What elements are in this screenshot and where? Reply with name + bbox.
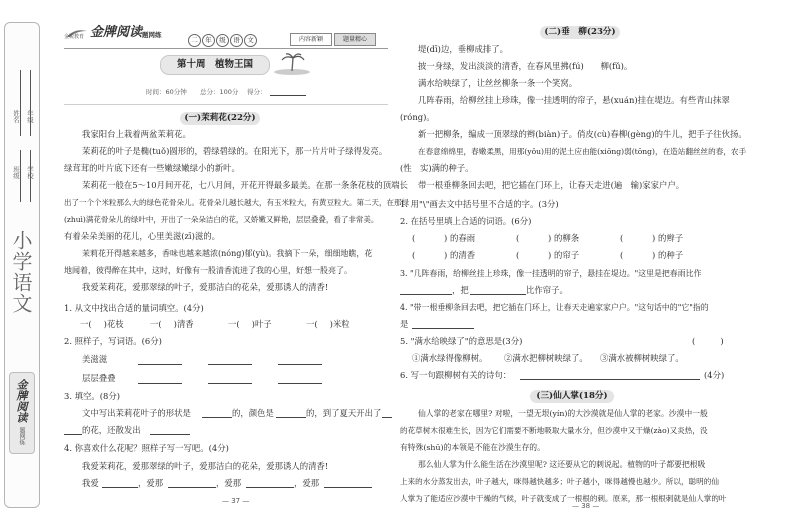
rq5-option-2[interactable]: ②满水把柳树映绿了。 [504,353,588,363]
q1-item[interactable] [228,319,272,330]
rq2-blank[interactable] [626,250,652,261]
section-2-title: (二)垂 柳(23分) [540,26,620,39]
sidebar-name-field [10,70,32,140]
publisher-name: 金锐教育 [64,34,85,40]
rq2-word: 的帘子 [554,250,580,260]
sidebar-school-label: 学校 [26,166,34,179]
r-question-1: 1. 用"\"画去文中括号里不合适的字。(3分) [400,199,559,209]
rq6-score: (4分) [704,370,725,380]
q1-word: 清香 [176,319,194,329]
score-label: 得分： [247,88,267,96]
right-page-number: — 38 — [572,502,600,510]
q4-blank-flower[interactable] [102,487,138,488]
rq2-paren-close: ) [444,250,448,260]
q1-prefix: 一( [80,319,92,329]
rq2-paren-open: ( [516,233,520,243]
sidebar-grade-label: 年级 [26,110,34,123]
passage-2-p1: 堤(dī)边，垂柳成排了。 [418,44,508,54]
grade-badge-4 [230,34,243,47]
rq2-paren-open: ( [620,250,624,260]
q2-example-2: 层层叠叠 [82,373,116,383]
q3-blank-scent[interactable] [150,434,190,435]
passage-1-p5: 我爱茉莉花，爱那翠绿的叶子，爱那洁白的花朵，爱那诱人的清香! [82,282,329,292]
q1-prefix: 一( [150,319,162,329]
tag-label: 内容新颖 [298,36,323,43]
rq5-option-3[interactable]: ③满水被柳树映绿了。 [600,353,684,363]
question-4: 4. 你喜欢什么花呢？照样子写一写吧。(4分) [64,443,229,453]
rq2-blank[interactable] [418,250,444,261]
rq2-blank[interactable] [522,233,548,244]
passage-3-p1-line2: 的花草树木很难生长，因为它们需要不断地吸取大量水分，但沙漠中又干燥(zào)又炎热，没 [400,426,708,435]
q1-prefix: 一( [228,319,240,329]
sidebar-brand-block [9,372,35,454]
q1-fill-row [80,319,380,331]
grade-char: 级 [219,36,226,44]
header-logo [64,23,164,47]
rq2-paren-close: ) [444,233,448,243]
passage-3-p1-line3: 有特殊(shū)的本领是不能在沙漠生存的。 [400,443,545,452]
section-3-title: (三)仙人掌(18分) [530,390,614,403]
rq2-paren-open: ( [412,233,416,243]
rq3-line-2 [400,285,740,297]
left-page-number: — 37 — [222,497,250,505]
passage-1-p3-line3: (zhuì)满花骨朵儿的绿叶中，开出了一朵朵洁白的花，又娇嫩又鲜艳，层层叠叠，看了非常美。 [64,215,379,224]
time-info: 时间：60分钟 [146,88,187,96]
passage-1-p2-line1: 茉莉花的叶子是椭(tuǒ)圆形的，碧绿碧绿的。在阳光下，那一片片叶子绿得发亮。 [82,146,388,156]
q4-answer-line [82,478,392,490]
rq4-answer-blank[interactable] [412,328,474,329]
q3-text-b: 的，颜色是 [232,408,274,418]
q3-text-c: 的，到了夏天开出了 [306,408,382,418]
passage-1-p2-line2: 绿茸茸的叶片底下还有一些嫩绿嫩绿小的新叶。 [64,163,240,173]
q2-answer-blank[interactable] [208,364,252,365]
rq2-word: 的种子 [658,250,684,260]
passage-2-p6b: (性 实)满的种子。 [400,163,474,173]
passage-1-p4-line2: 地闻着，彼得醉在其中，这时，好像有一股清香流进了我的心里，好想一股亮了。 [64,266,352,275]
r-question-3a: 3. "几阵春雨，给柳丝挂上珍珠，像一挂透明的帘子，悬挂在堤边。"这里是把春雨比作 [400,269,702,278]
sidebar-subject-title: 小学语文 [9,230,33,314]
passage-2-p4a: 几阵春雨，给柳丝挂上珍珠，像一挂透明的帘子，悬(xuán)挂在堤边。有些青山抹翠 [418,95,730,105]
header-divider [64,104,388,105]
q3-text-d: 的花，还散发出 [82,425,141,435]
island-illustration [272,52,312,76]
rq3-text-1: ，把 [452,285,469,295]
sidebar-brand-sub: 题网练 [18,427,25,445]
rq2-word: 的柳条 [554,233,580,243]
q1-suffix: ) [329,319,333,329]
sidebar-brand-name: 金牌阅读 [15,379,28,423]
score-info: 总分：100分 [200,88,239,96]
question-3: 3. 填空。(8分) [64,391,121,401]
rq2-word: 的清香 [450,250,476,260]
grade-char: 年 [205,36,212,44]
brand-name: 金牌阅读 [90,25,143,40]
q4-blank-1[interactable] [168,487,216,488]
rq2-paren-open: ( [412,250,416,260]
passage-2-p3: 满水给映绿了，让丝丝柳条一条一个笑窝。 [418,78,578,88]
q1-word: 米粒 [332,319,350,329]
q3-line-1 [82,408,392,420]
rq2-blank[interactable] [418,233,444,244]
grade-char: 文 [247,36,254,44]
sidebar-class-label: 班级 [12,166,20,179]
passage-1-p3-line1: 茉莉花一般在5～10月间开花，七八月间，开花开得最多最美。在那一条条花枝的顶端长 [82,180,408,190]
rq2-word: 的辫子 [658,233,684,243]
header-tags [290,33,380,47]
rq2-paren-close: ) [652,250,656,260]
q4-text-c: ，爱那 [216,478,242,488]
q2-example-1: 美滋滋 [82,354,108,364]
q1-prefix: 一( [306,319,318,329]
q3-text-a: 文中写出茉莉花叶子的形状是 [82,408,191,418]
grade-badge-1 [188,34,201,47]
q4-blank-2[interactable] [246,487,294,488]
section-1-title: (一)茉莉花(22分) [180,112,260,125]
sidebar-class-field [10,150,32,210]
tag-content-new [290,33,332,46]
rq3-blank-2[interactable] [470,294,526,295]
sidebar-field-line [30,150,31,202]
q1-item[interactable] [80,319,124,330]
rq3-text-2: 比作帘子。 [526,285,568,295]
rq2-paren-close: ) [652,233,656,243]
q2-answer-blank[interactable] [278,364,322,365]
q4-blank-3[interactable] [324,487,372,488]
rq2-paren-close: ) [548,250,552,260]
rq3-blank-1[interactable] [400,294,452,295]
score-input[interactable] [270,95,306,96]
grade-char: 二 [191,36,198,44]
q1-suffix: ) [251,319,255,329]
q2-answer-blank[interactable] [278,383,322,384]
q4-example: 我爱茉莉花，爱那翠绿的叶子，爱那洁白的花朵，爱那诱人的清香! [82,461,329,471]
rq2-paren-open: ( [516,250,520,260]
q2-answer-blank[interactable] [138,364,182,365]
rq2-row-2 [412,250,742,262]
sidebar-name-label: 姓名 [12,110,20,123]
r-question-5: 5. "满水给映绿了"的意思是(3分) [400,336,523,346]
q1-item[interactable] [306,319,350,330]
header-rule [64,48,388,49]
q2-answer-blank[interactable] [138,383,182,384]
passage-2-p6a: 在春意绵绵里，春嫩柔黑，用那(yǒu)用的泥土应由能(xiōng)弱(tōng)，在造站翻丝丝的春，农手 [418,147,747,156]
q1-word: 叶子 [254,319,272,329]
q3-blank-color[interactable] [276,417,306,418]
question-1: 1. 从文中找出合适的量词填空。(4分) [64,303,204,313]
r-question-6: 6. 写一句跟柳树有关的诗句： [400,370,512,380]
grade-char: 语 [233,36,240,44]
rq6-answer-blank[interactable] [520,379,700,380]
passage-2-p2: 披一身绿，发出淡淡的清香，在春风里拂(fú) 柳(fǔ)。 [418,61,633,71]
passage-2-p7: 带一根垂柳条回去吧，把它插在门环上，让春天走进(遍 输)家家户户。 [418,180,685,190]
tag-label: 题量精心 [342,36,367,43]
week-title: 第十周 植物王国 [176,59,253,70]
q3-line-2 [64,425,264,437]
passage-2-p5: 新一把柳条，编成一顶翠绿的辫(biàn)子。俏皮(cù)春柳(gèng)的牛儿，把手子往伙扬。 [418,129,747,139]
q1-word: 花枝 [106,319,124,329]
q1-suffix: ) [103,319,107,329]
q2-answer-blank[interactable] [208,383,252,384]
passage-3-p2-line2: 上来的水分蒸发出去，叶子越大，咪得越快越多；叶子越小，咪得越慢也越少。所以，聪明的仙 [400,477,719,486]
rq2-blank[interactable] [522,250,548,261]
logo-swoosh-icon [66,23,88,33]
q4-text-b: ，爱那 [138,478,164,488]
sidebar-field-line [30,70,31,136]
tag-volume [334,33,376,46]
q3-blank-flower-cont[interactable] [64,434,82,435]
brand-tag: 题网练 [142,31,162,39]
r-question-4b: 是 [400,319,409,329]
q1-item[interactable] [150,319,194,330]
rq2-paren-open: ( [620,233,624,243]
q4-text-d: ，爱那 [294,478,320,488]
q4-text-a: 我爱 [82,478,99,488]
rq5-option-1[interactable]: ①满水绿得像柳树。 [412,353,488,363]
passage-1-p4-line1: 茉莉花开得越来越多，香味也越来越浓(nóng)郁(yù)。我摘下一朵，细细地瞧，花 [82,249,373,258]
grade-badge-5 [244,34,257,47]
passage-1-p1: 我家阳台上栽着两盆茉莉花。 [82,129,191,139]
r-question-2: 2. 在括号里填上合适的词语。(6分) [400,216,532,226]
grade-badge-3 [216,34,229,47]
passage-2-p4b: (róng)。 [400,112,435,122]
r-question-4a: 4. "带一根垂柳条回去吧，把它插在门环上，让春天走遍家家户户。"这句话中的"它"指的 [400,303,709,312]
grade-badges [188,34,288,48]
rq2-word: 的春雨 [450,233,476,243]
rq5-answer-paren[interactable]: ( ) [692,336,724,346]
passage-3-p1-line1: 仙人掌的老家在哪里? 对啦，一望无垠(yín)的大沙漠就是仙人掌的老家。沙漠中一般 [418,409,708,418]
question-2: 2. 照样子，写词语。(6分) [64,336,162,346]
rq2-paren-close: ) [548,233,552,243]
passage-3-p2-line3: 人掌为了能适应沙漠中干燥的气候，叶子就变成了一根根的刺。原来，那一根根刺就是仙人掌的叶 [400,494,727,503]
grade-badge-2 [202,34,215,47]
q3-blank-shape[interactable] [202,417,232,418]
q1-suffix: ) [173,319,177,329]
rq2-blank[interactable] [626,233,652,244]
q3-blank-flower[interactable] [382,417,392,418]
week-title-banner [160,55,270,75]
passage-3-p2-line1: 那么仙人掌为什么能生活在沙漠里呢? 这还要从它的刺说起。植物的叶子都要把根吸 [418,460,706,469]
passage-1-p3-line2: 出了一个个米粒那么大的绿色花骨朵儿。花骨朵儿越长越大，有玉米粒大，有黄豆粒大。第二天，在那绿 [64,198,409,207]
rq2-row-1 [412,233,742,245]
passage-1-p3-line4: 有着朵朵美丽的花儿，心里美滋(zī)滋的。 [64,231,220,241]
